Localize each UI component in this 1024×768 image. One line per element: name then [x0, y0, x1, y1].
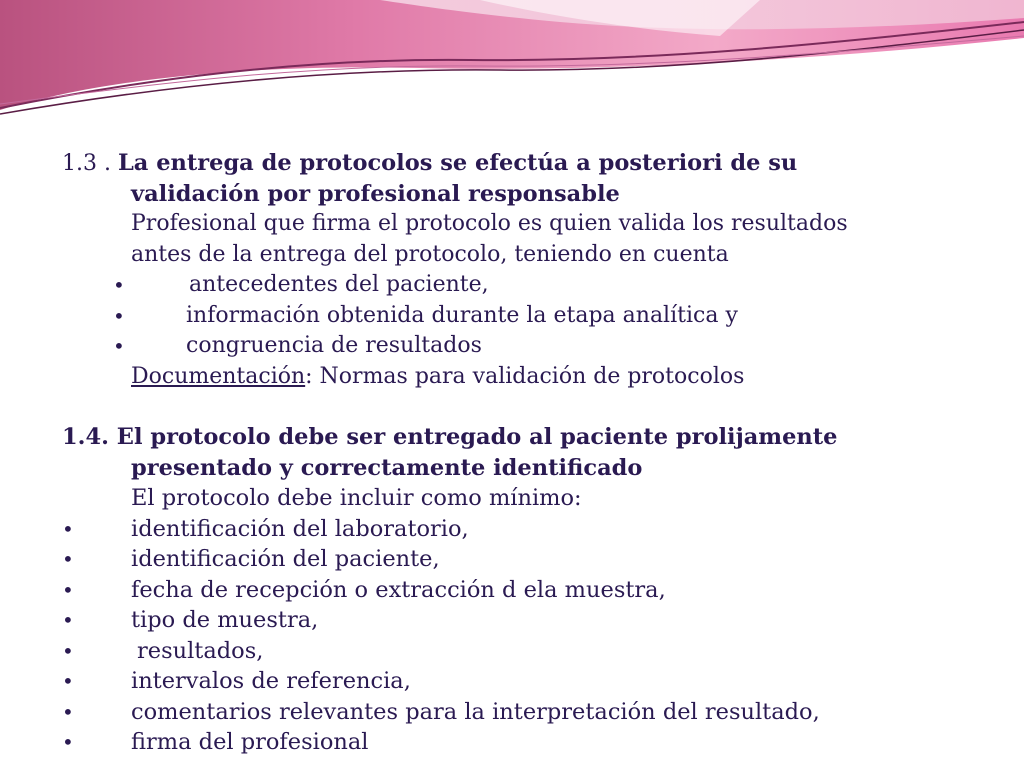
list-item-text: firma del profesional	[131, 729, 369, 755]
bullet-icon: •	[62, 730, 74, 754]
list-item-text: identificación del laboratorio,	[131, 515, 469, 542]
list-item	[62, 544, 1002, 575]
section-1-4-body-line1: El protocolo debe incluir como mínimo:	[131, 485, 582, 511]
list-item-text: comentarios relevantes para la interpretación del resultado,	[131, 698, 820, 725]
bullet-icon: •	[62, 638, 74, 663]
bullet-icon: •	[62, 608, 74, 632]
list-item-text: identificación del paciente,	[131, 546, 440, 572]
bullet-icon: •	[62, 699, 74, 724]
list-item-text: antecedentes del paciente,	[189, 272, 489, 297]
section-1-3-body-line1: Profesional que firma el protocolo es quien valida los resultados	[131, 211, 848, 236]
list-item	[62, 666, 1002, 697]
list-item	[62, 331, 1002, 362]
documentation-line	[62, 362, 1002, 393]
section-1-3-body-line2: antes de la entrega del protocolo, teniendo en cuenta	[131, 241, 729, 267]
header-wave-decoration	[0, 0, 1024, 125]
list-item	[62, 697, 1002, 728]
section-spacer	[62, 392, 1002, 422]
list-item	[62, 514, 1002, 545]
list-item-text: información obtenida durante la etapa analítica y	[186, 302, 738, 328]
bullet-icon: •	[62, 547, 74, 571]
bullet-icon: •	[62, 516, 74, 541]
list-item-text: tipo de muestra,	[131, 607, 319, 633]
list-item	[62, 301, 1002, 332]
section-1-3-heading-line1	[62, 148, 1002, 179]
list-item	[62, 605, 1002, 636]
section-1-3-number: 1.3 .	[62, 151, 118, 176]
list-item	[62, 575, 1002, 606]
documentation-text: : Normas para validación de protocolos	[305, 363, 745, 389]
bullet-icon: •	[113, 273, 125, 297]
bullet-icon: •	[113, 303, 125, 328]
bullet-icon: •	[62, 669, 74, 693]
documentation-label: Documentación	[131, 363, 306, 389]
slide-content	[62, 148, 1002, 758]
list-item	[62, 727, 1002, 758]
list-item-text: fecha de recepción o extracción d ela muestra,	[131, 576, 666, 603]
bullet-icon: •	[62, 577, 74, 602]
section-1-4-title-line1: 1.4. El protocolo debe ser entregado al paciente prolijamente	[62, 424, 838, 450]
list-item-text: intervalos de referencia,	[131, 668, 411, 694]
section-1-3-title-line2: validación por profesional responsable	[131, 180, 620, 207]
section-1-4-title-line2: presentado y correctamente identificado	[131, 454, 643, 481]
list-item-text: resultados,	[137, 637, 264, 664]
list-item	[62, 636, 1002, 667]
list-item-text: congruencia de resultados	[186, 333, 482, 358]
list-item	[62, 270, 1002, 301]
bullet-icon: •	[113, 334, 125, 358]
section-1-3-title: La entrega de protocolos se efectúa a posteriori de su	[117, 150, 798, 176]
